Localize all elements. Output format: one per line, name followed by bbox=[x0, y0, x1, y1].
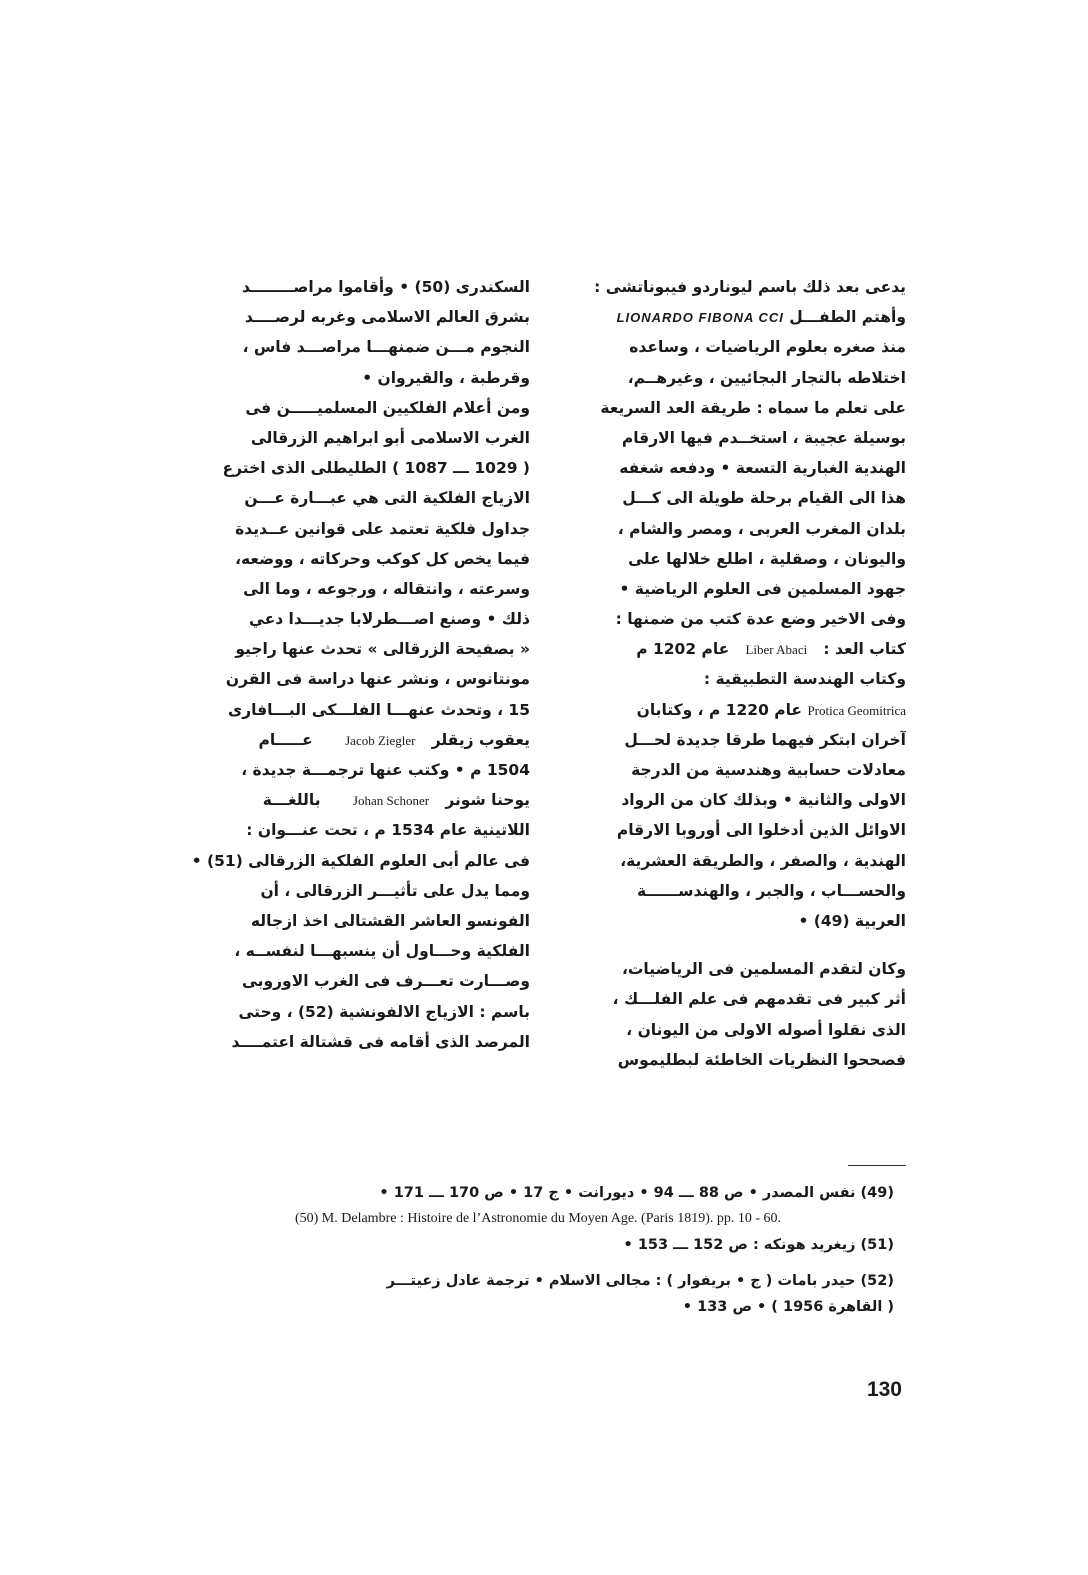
text-line: بشرق العالم الاسلامى وغربه لرصــــد bbox=[244, 308, 530, 327]
text-line: والحســـاب ، والجبر ، والهندســــــة bbox=[637, 881, 906, 900]
footnote-50: (50) M. Delambre : Histoire de l’Astronomie du Moyen Age. (Paris 1819). pp. 10 - 60. bbox=[294, 1211, 782, 1226]
text-line: النجوم مـــن ضمنهـــا مراصـــد فاس ، bbox=[242, 338, 530, 357]
text-line: يدعى بعد ذلك باسم ليوناردو فيبوناتشى : bbox=[594, 278, 906, 296]
text-fragment: يوحنا شونر bbox=[445, 791, 530, 810]
latin-book-title: Protica Geomitrica bbox=[807, 702, 906, 718]
text-line: ومما يدل على تأثيـــر الزرقالى ، أن bbox=[260, 881, 530, 900]
page-number: 130 bbox=[866, 1378, 902, 1401]
text-line: جداول فلكية تعتمد على قوانين عــديدة bbox=[235, 519, 530, 538]
text-line: بوسيلة عجيبة ، استخــدم فيها الارقام bbox=[621, 428, 906, 447]
footnote-49: (49) نفس المصدر • ص 88 ـــ 94 • ديورانت • ج 17 • ص 170 ـــ 171 • bbox=[379, 1185, 894, 1201]
text-line: السكندرى (50) • وأقاموا مراصــــــــد bbox=[242, 278, 530, 296]
text-line: اللاتينية عام 1534 م ، تحت عنـــوان : bbox=[246, 821, 530, 840]
latin-book-title: Liber Abaci bbox=[745, 642, 808, 658]
footnote-52-continued: ( القاهرة 1956 ) • ص 133 • bbox=[682, 1299, 894, 1315]
text-line: 1504 م • وكتب عنها ترجمـــة جديدة ، bbox=[241, 761, 530, 779]
text-line: المرصد الذى أقامه فى قشتالة اعتمــــد bbox=[231, 1032, 530, 1051]
text-fragment: وأهتم الطفـــل bbox=[789, 308, 906, 327]
latin-name: LIONARDO FIBONA CCI bbox=[616, 310, 784, 326]
latin-name: Jacob Ziegler bbox=[345, 732, 416, 748]
text-line: الاولى والثانية • وبذلك كان من الرواد bbox=[621, 791, 906, 810]
text-line: الهندية ، والصفر ، والطريقة العشرية، bbox=[620, 851, 906, 870]
footnotes bbox=[182, 1180, 894, 1320]
text-line: بلدان المغرب العربى ، ومصر والشام ، bbox=[617, 519, 906, 538]
text-line bbox=[548, 634, 906, 664]
text-line: ( 1029 ـــ 1087 ) الطليطلى الذى اخترع bbox=[222, 459, 530, 478]
text-line: وكتاب الهندسة التطبيقية : bbox=[703, 670, 906, 689]
text-line: منذ صغره بعلوم الرياضيات ، وساعده bbox=[629, 338, 906, 357]
left-text-column bbox=[178, 272, 530, 1057]
text-line: وقرطبة ، والقيروان • bbox=[362, 368, 530, 387]
text-line: الهندية الغبارية التسعة • ودفعه شغفه bbox=[619, 459, 906, 478]
text-line: على تعلم ما سماه : طريقة العد السريعة bbox=[600, 398, 906, 417]
right-text-column bbox=[548, 272, 906, 1075]
text-line: وصـــارت تعـــرف فى الغرب الاوروبى bbox=[242, 972, 530, 991]
text-line: مونتانوس ، ونشر عنها دراسة فى القرن bbox=[225, 670, 530, 689]
text-line: العربية (49) • bbox=[798, 911, 906, 930]
footnote-divider bbox=[848, 1165, 906, 1166]
text-line: « بصفيحة الزرقالى » تحدث عنها راجيو bbox=[235, 640, 530, 659]
text-line: واليونان ، وصقلية ، اطلع خلالها على bbox=[628, 549, 906, 568]
text-line: اختلاطه بالتجار البجائيين ، وغيرهــم، bbox=[627, 368, 906, 387]
latin-name: Johan Schoner bbox=[352, 793, 430, 809]
text-line: الاوائل الذين أدخلوا الى أوروبا الارقام bbox=[616, 821, 906, 840]
text-fragment: عـــــام bbox=[258, 730, 313, 749]
footnote-51: (51) زيغريد هونكه : ص 152 ـــ 153 • bbox=[623, 1237, 894, 1253]
footnote-52: (52) حيدر بامات ( ج • بريفوار ) : مجالى الاسلام • ترجمة عادل زعيتـــر bbox=[386, 1273, 894, 1289]
text-fragment: يعقوب زيقلر bbox=[431, 730, 530, 749]
text-line: ذلك • وصنع اصـــطرلابا جديـــدا دعي bbox=[248, 610, 530, 629]
text-line: الذى نقلوا أصوله الاولى من اليونان ، bbox=[626, 1020, 906, 1039]
text-line bbox=[178, 725, 530, 755]
text-fragment: باللغـــة bbox=[262, 791, 321, 810]
text-line: ومن أعلام الفلكيين المسلميـــــن فى bbox=[245, 398, 530, 417]
text-line bbox=[548, 695, 906, 725]
text-line: الازياج الفلكية التى هي عبـــارة عـــن bbox=[244, 489, 530, 508]
text-line: جهود المسلمين فى العلوم الرياضية • bbox=[619, 579, 906, 598]
text-line: وكان لتقدم المسلمين فى الرياضيات، bbox=[621, 960, 906, 979]
text-line: فيما يخص كل كوكب وحركاته ، ووضعه، bbox=[235, 549, 530, 568]
text-fragment: عام 1220 م ، وكتابان bbox=[636, 700, 803, 719]
text-line: باسم : الازياج الالفونشية (52) ، وحتى bbox=[238, 1002, 530, 1021]
text-line: 15 ، وتحدث عنهـــا الفلـــكى البـــافارى bbox=[228, 700, 530, 719]
text-line bbox=[548, 302, 906, 332]
text-line bbox=[178, 785, 530, 815]
text-line: معادلات حسابية وهندسية من الدرجة bbox=[631, 761, 906, 779]
paragraph-gap bbox=[548, 936, 906, 954]
text-line: الفلكية وحـــاول أن ينسبهـــا لنفســه ، bbox=[234, 942, 530, 961]
text-line: أثر كبير فى تقدمهم فى علم الفلـــك ، bbox=[612, 990, 906, 1009]
text-line: آخران ابتكر فيهما طرقا جديدة لحـــل bbox=[624, 730, 906, 749]
text-line: فى عالم أبى العلوم الفلكية الزرقالى (51) • bbox=[191, 851, 530, 870]
text-line: الفونسو العاشر القشتالى اخذ ازجاله bbox=[250, 911, 530, 930]
text-line: الغرب الاسلامى أبو ابراهيم الزرقالى bbox=[250, 428, 530, 447]
text-line: فصححوا النظريات الخاطئة لبطليموس bbox=[617, 1050, 906, 1069]
text-fragment: عام 1202 م bbox=[636, 640, 730, 659]
text-line: وسرعته ، وانتقاله ، ورجوعه ، وما الى bbox=[243, 579, 530, 598]
text-fragment: كتاب العد : bbox=[823, 640, 906, 659]
text-line: هذا الى القيام برحلة طويلة الى كـــل bbox=[622, 489, 906, 508]
text-line: وفى الاخير وضع عدة كتب من ضمنها : bbox=[615, 610, 906, 629]
